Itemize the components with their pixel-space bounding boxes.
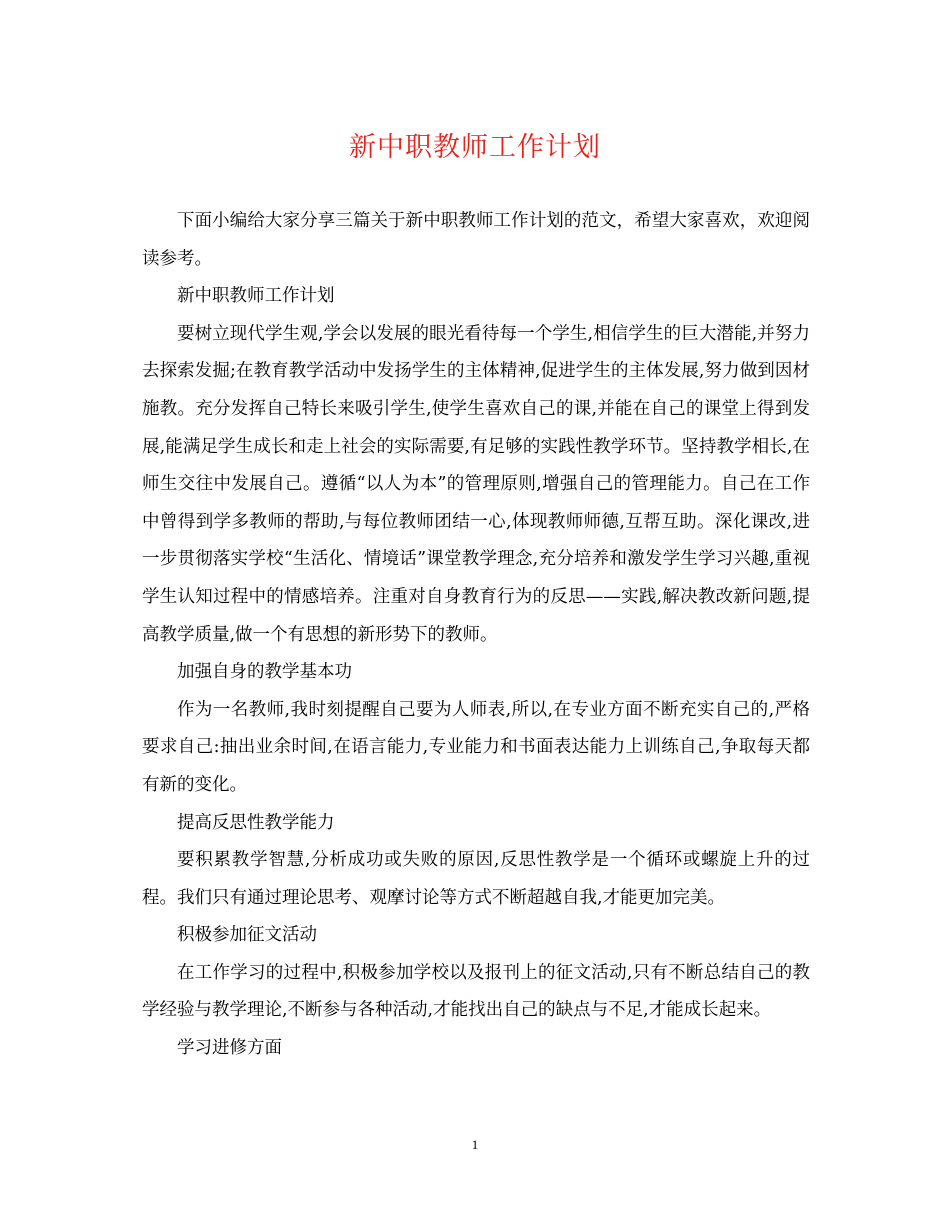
section-heading-2: 加强自身的教学基本功 bbox=[177, 662, 352, 683]
section-paragraph-2: 作为一名教师,我时刻提醒自己要为人师表,所以,在专业方面不断充实自己的,严格要求自己:抽出业余时间,在语言能力,专业能力和书面表达能力上训练自己,争取每天都有新的变化。 bbox=[142, 699, 810, 795]
document-title: 新中职教师工作计划 bbox=[349, 132, 601, 163]
section-paragraph-4: 在工作学习的过程中,积极参加学校以及报刊上的征文活动,只有不断总结自己的教学经验与教学理论,不断参与各种活动,才能找出自己的缺点与不足,才能成长起来。 bbox=[142, 962, 810, 1021]
section-heading-4: 积极参加征文活动 bbox=[177, 925, 317, 946]
page-number: 1 bbox=[471, 1137, 479, 1152]
section-paragraph-3: 要积累教学智慧,分析成功或失败的原因,反思性教学是一个循环或螺旋上升的过程。我们只有通过理论思考、观摩讨论等方式不断超越自我,才能更加完美。 bbox=[142, 850, 810, 908]
section-heading-3: 提高反思性教学能力 bbox=[177, 812, 335, 833]
intro-paragraph: 下面小编给大家分享三篇关于新中职教师工作计划的范文，希望大家喜欢，欢迎阅读参考。 bbox=[142, 211, 810, 269]
section-heading-1: 新中职教师工作计划 bbox=[177, 286, 335, 307]
document-body bbox=[142, 203, 810, 1068]
section-paragraph-1: 要树立现代学生观,学会以发展的眼光看待每一个学生,相信学生的巨大潜能,并努力去探索发掘;在教育教学活动中发扬学生的主体精神,促进学生的主体发展,努力做到因材施教。充分发挥自己特长来吸引学生,使学生喜欢自己的课,并能在自己的课堂上得到发展,能满足学生成长和走上社会的实际需要,有足够的实践性教学环节。坚持教学相长,在师生交往中发展自己。遵循“以人为本”的管理原则,增强自己的管理能力。自己在工作中曾得到学多教师的帮助,与每位教师团结一心,体现教师师德,互帮互助。深化课改,进一步贯彻落实学校“生活化、情境话”课堂教学理念,充分培养和激发学生学习兴趣,重视学生认知过程中的情感培养。注重对自身教育行为的反思——实践,解决教改新问题,提高教学质量,做一个有思想的新形势下的教师。 bbox=[142, 323, 810, 645]
section-heading-5: 学习进修方面 bbox=[177, 1038, 282, 1059]
